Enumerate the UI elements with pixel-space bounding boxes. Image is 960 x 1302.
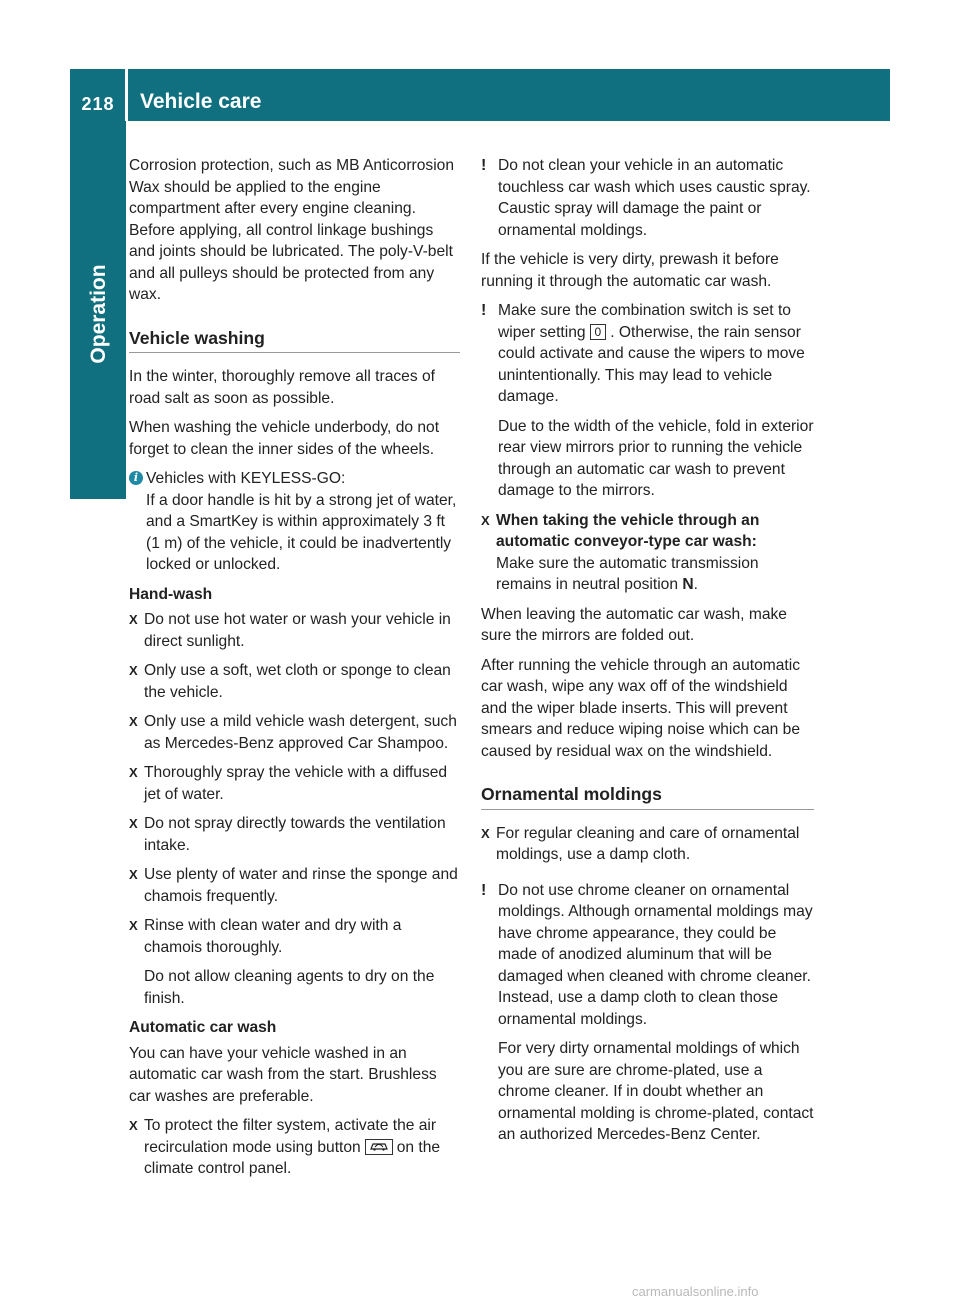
after-wash-paragraph: After running the vehicle through an automatic car wash, wipe any wax off of the windshield and the wiper blade inserts. This will prevent smears and reduce wiping noise which can be caused by residual wax on the windshield. [481, 656, 801, 760]
underbody-paragraph: When washing the vehicle underbody, do not forget to clean the inner sides of the wheels. [129, 419, 440, 458]
hand-wash-step [129, 660, 460, 703]
step-arrow-icon: X [129, 867, 138, 882]
step-arrow-icon: X [481, 825, 490, 841]
conveyor-heading: When taking the vehicle through an automatic conveyor-type car wash: [496, 511, 760, 550]
hand-wash-heading: Hand-wash [129, 585, 213, 603]
warning-text: Do not clean your vehicle in an automatic touchless car wash which uses caustic spray. Caustic spray will damage the paint or ornamental moldings. [498, 157, 811, 239]
vehicle-washing-heading: Vehicle washing [129, 328, 460, 354]
left-column [129, 155, 460, 1188]
step-arrow-icon: X [129, 714, 138, 729]
page-number: 218 [81, 94, 115, 114]
warning-icon: ! [481, 881, 487, 899]
conveyor-text: Make sure the automatic transmission remains in neutral position [496, 554, 759, 593]
step-arrow-icon: X [129, 816, 138, 831]
hand-wash-step [129, 711, 460, 754]
step-arrow-icon: X [129, 765, 138, 780]
step-text: For regular cleaning and care of ornamental moldings, use a damp cloth. [496, 824, 800, 863]
automatic-car-wash-paragraph: You can have your vehicle washed in an automatic car wash from the start. Brushless car washes are preferable. [129, 1044, 437, 1105]
step-text: Rinse with clean water and dry with a chamois thoroughly. [144, 917, 402, 956]
warning-text-b: . Otherwise, the rain sensor could activate and cause the wipers to move unintentionally. This may lead to vehicle damage. [498, 323, 805, 405]
chrome-note: For very dirty ornamental moldings of which you are sure are chrome-plated, use a chrome cleaner. If in doubt whether an ornamental molding is chrome-plated, contact an authorized Mercedes-Benz Center. [498, 1040, 814, 1143]
ornamental-step [481, 823, 814, 866]
chrome-cleaner-warning [481, 880, 814, 1031]
keyless-info-note [129, 468, 460, 576]
wiper-warning [481, 300, 814, 408]
hand-wash-step [129, 864, 460, 907]
warning-text-a: Make sure the combination switch is set to wiper setting [498, 302, 791, 341]
right-column [481, 155, 814, 1154]
automatic-car-wash-heading: Automatic car wash [129, 1019, 277, 1036]
step-text-a: To protect the filter system, activate the air recirculation mode using button [144, 1117, 437, 1156]
step-arrow-icon: X [129, 918, 138, 933]
page-title: Vehicle care [140, 90, 262, 113]
watermark: carmanualsonline.info [632, 1284, 759, 1299]
step-text: Only use a mild vehicle wash detergent, such as Mercedes-Benz approved Car Shampoo. [144, 713, 457, 752]
warning-text: Do not use chrome cleaner on ornamental moldings. Although ornamental moldings may have chrome appearance, they could be made of anodized aluminum that will be damaged when cleaned with chrome cleaner. Instead, use a damp cloth to clean those ornamental moldings. [498, 881, 813, 1028]
step-arrow-icon: X [129, 663, 138, 678]
wiper-zero-symbol: 0 [590, 324, 607, 340]
step-text-b: on the climate control panel. [144, 1138, 441, 1177]
side-tab-label: Operation [87, 264, 110, 364]
winter-paragraph: In the winter, thoroughly remove all traces of road salt as soon as possible. [129, 368, 435, 407]
step-arrow-icon: X [129, 612, 138, 627]
hand-wash-step [129, 915, 460, 958]
hand-wash-note: Do not allow cleaning agents to dry on the finish. [144, 968, 435, 1007]
hand-wash-step [129, 813, 460, 856]
step-text: Do not spray directly towards the ventilation intake. [144, 815, 446, 854]
step-text: Only use a soft, wet cloth or sponge to clean the vehicle. [144, 662, 451, 701]
caustic-warning [481, 155, 814, 241]
leaving-paragraph: When leaving the automatic car wash, make sure the mirrors are folded out. [481, 605, 787, 644]
mirrors-note: Due to the width of the vehicle, fold in exterior rear view mirrors prior to running the vehicle through an automatic car wash to prevent damage to the mirrors. [498, 417, 814, 499]
hand-wash-step [129, 609, 460, 652]
step-text: Do not use hot water or wash your vehicle in direct sunlight. [144, 611, 451, 650]
step-arrow-icon: X [129, 1118, 138, 1133]
car-recirculation-icon [365, 1139, 393, 1155]
info-icon: i [129, 471, 143, 485]
step-text: Thoroughly spray the vehicle with a diffused jet of water. [144, 764, 448, 803]
ornamental-moldings-heading: Ornamental moldings [481, 784, 814, 810]
hand-wash-step [129, 762, 460, 805]
warning-icon: ! [481, 302, 487, 319]
neutral-position: N [682, 576, 694, 593]
info-line-1: Vehicles with KEYLESS-GO: [146, 470, 346, 487]
intro-paragraph: Corrosion protection, such as MB Anticorrosion Wax should be applied to the engine compartment after every engine cleaning. Before applying, all control linkage bushings and joints should be lubricated. The poly-V-belt and all pulleys should be protected from any wax. [129, 157, 455, 303]
prewash-paragraph: If the vehicle is very dirty, prewash it before running it through the automatic car wash. [481, 251, 779, 290]
warning-icon: ! [481, 157, 487, 174]
info-line-2: If a door handle is hit by a strong jet of water, and a SmartKey is within approximately 3 ft (1 m) of the vehicle, it could be inadvertently locked or unlocked. [146, 491, 457, 573]
conveyor-step: X When taking the vehicle through an automatic conveyor-type car wash: Make sure the automatic transmission remains in neutral position N. [481, 510, 814, 596]
step-text: Use plenty of water and rinse the sponge and chamois frequently. [144, 866, 458, 905]
recirculation-step [129, 1115, 460, 1180]
step-arrow-icon: X [481, 512, 490, 528]
